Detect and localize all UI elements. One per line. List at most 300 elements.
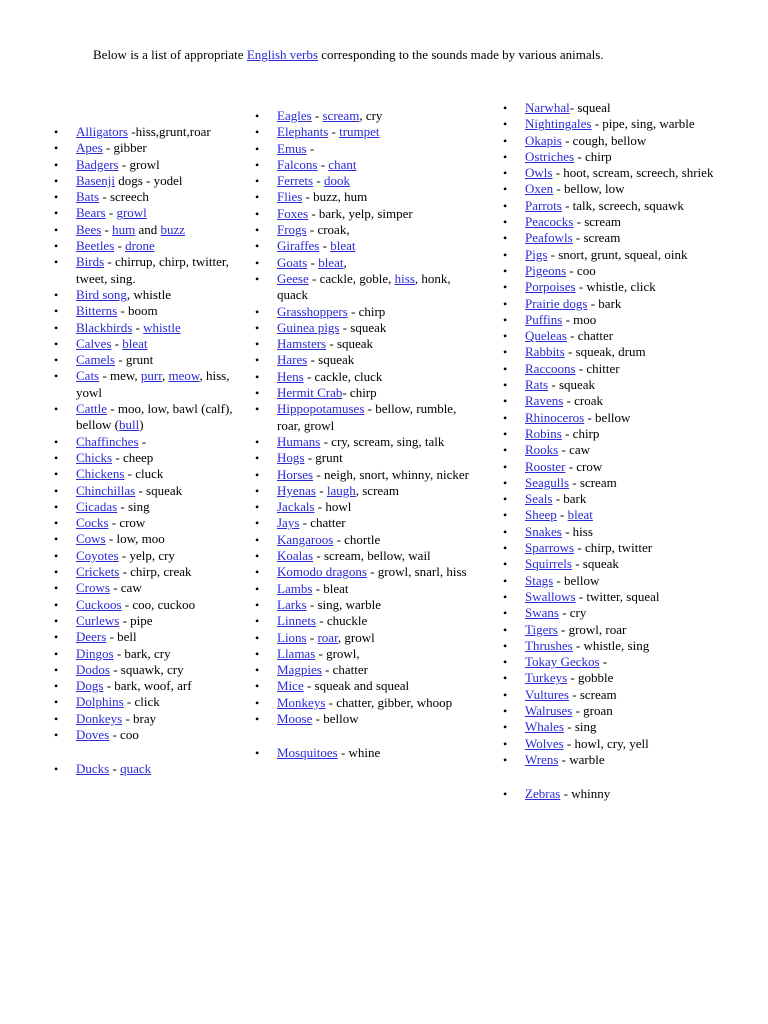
list-item bbox=[54, 205, 244, 221]
list-item bbox=[255, 336, 477, 352]
verb-link[interactable]: bleat bbox=[330, 238, 356, 254]
list-item bbox=[503, 670, 748, 686]
list-item bbox=[54, 434, 244, 450]
sound-text: - cough, bellow bbox=[561, 132, 647, 148]
animal-link[interactable]: Emus bbox=[277, 140, 307, 156]
verb-link[interactable]: drone bbox=[125, 238, 155, 254]
list-item bbox=[255, 745, 477, 761]
animal-link[interactable]: Raccoons bbox=[525, 360, 576, 376]
sound-text: - coo bbox=[566, 262, 596, 278]
animal-link[interactable]: Cattle bbox=[76, 401, 108, 417]
list-item bbox=[255, 401, 477, 434]
animal-link[interactable]: Mice bbox=[277, 678, 304, 694]
animal-link[interactable]: Cows bbox=[76, 531, 106, 547]
animal-link[interactable]: Grasshoppers bbox=[277, 303, 348, 319]
animal-link[interactable]: Crows bbox=[76, 580, 110, 596]
animal-link[interactable]: Hares bbox=[277, 352, 308, 368]
animal-link[interactable]: Doves bbox=[76, 726, 110, 742]
animal-link[interactable]: Tokay Geckos bbox=[525, 654, 600, 670]
sound-text: - bbox=[101, 221, 113, 237]
list-item bbox=[503, 459, 748, 475]
sound-text: - chuckle bbox=[316, 613, 368, 629]
animal-link[interactable]: Tigers bbox=[525, 621, 558, 637]
animal-link[interactable]: Prairie dogs bbox=[525, 295, 588, 311]
animal-link[interactable]: Sparrows bbox=[525, 540, 575, 556]
list-item bbox=[503, 393, 748, 409]
list-item bbox=[54, 629, 244, 645]
sound-text: - squeak bbox=[326, 336, 374, 352]
animal-link[interactable]: Calves bbox=[76, 335, 112, 351]
list-item bbox=[255, 141, 477, 157]
animal-link[interactable]: Whales bbox=[525, 719, 564, 735]
animal-link[interactable]: Frogs bbox=[277, 222, 307, 238]
animal-link[interactable]: Snakes bbox=[525, 523, 562, 539]
sound-text: - bark, cry bbox=[113, 645, 171, 661]
list-item bbox=[54, 320, 244, 336]
sound-text: - chirp bbox=[342, 385, 377, 401]
list-item bbox=[255, 304, 477, 320]
list-item bbox=[54, 368, 244, 401]
animal-link[interactable]: Dodos bbox=[76, 661, 110, 677]
animal-link[interactable]: Owls bbox=[525, 165, 553, 181]
list-item bbox=[255, 369, 477, 385]
animal-link[interactable]: Seagulls bbox=[525, 474, 570, 490]
animal-list-column-1 bbox=[54, 124, 244, 778]
sound-text: - bbox=[132, 319, 144, 335]
animal-link[interactable]: Chaffinches bbox=[76, 433, 139, 449]
animal-link[interactable]: Narwhal bbox=[525, 100, 570, 115]
animal-link[interactable]: Bears bbox=[76, 205, 106, 221]
verb-link[interactable]: hum bbox=[112, 221, 136, 237]
verb-link[interactable]: quack bbox=[120, 761, 152, 777]
sound-text: - scream bbox=[569, 686, 617, 702]
verb-link[interactable]: chant bbox=[328, 156, 357, 172]
animal-link[interactable]: Koalas bbox=[277, 548, 314, 564]
list-item bbox=[503, 133, 748, 149]
sound-text: - scream bbox=[569, 474, 617, 490]
list-item bbox=[255, 467, 477, 483]
animal-link[interactable]: Chicks bbox=[76, 449, 113, 465]
animal-link[interactable]: Humans bbox=[277, 433, 321, 449]
animal-link[interactable]: Flies bbox=[277, 189, 303, 205]
sound-text: - bbox=[328, 124, 340, 140]
animal-link[interactable]: Mosquitoes bbox=[277, 745, 338, 761]
sound-text: - bbox=[138, 433, 147, 449]
list-item bbox=[54, 580, 244, 596]
animal-link[interactable]: Bats bbox=[76, 189, 100, 205]
sound-text: - whistle, click bbox=[575, 279, 656, 295]
animal-link[interactable]: Hermit Crab bbox=[277, 385, 343, 401]
verb-link[interactable]: bull bbox=[118, 417, 140, 433]
animal-link[interactable]: Badgers bbox=[76, 156, 119, 172]
sound-text: - hiss bbox=[561, 523, 593, 539]
list-item bbox=[503, 312, 748, 328]
sound-text: - snort, grunt, squeal, oink bbox=[547, 246, 688, 262]
animal-link[interactable]: Swallows bbox=[525, 588, 576, 604]
sound-text: - chatter bbox=[566, 328, 614, 344]
sound-text: - grunt bbox=[115, 352, 154, 368]
list-item bbox=[54, 157, 244, 173]
sound-text: - bbox=[311, 108, 323, 123]
animal-link[interactable]: Ravens bbox=[525, 393, 564, 409]
animal-link[interactable]: Ostriches bbox=[525, 148, 575, 164]
sound-text: - bark, yelp, simper bbox=[308, 205, 413, 221]
list-item bbox=[503, 377, 748, 393]
animal-link[interactable]: Rooks bbox=[525, 442, 559, 458]
animal-link[interactable]: Jackals bbox=[277, 499, 315, 515]
animal-link[interactable]: Hyenas bbox=[277, 482, 316, 498]
sound-text: dogs - yodel bbox=[115, 172, 183, 188]
list-item bbox=[54, 515, 244, 531]
list-item bbox=[54, 727, 244, 743]
animal-link[interactable]: Sheep bbox=[525, 507, 557, 523]
animal-link[interactable]: Vultures bbox=[525, 686, 569, 702]
animal-link[interactable]: Rabbits bbox=[525, 344, 565, 360]
verb-link[interactable]: buzz bbox=[160, 221, 186, 237]
list-item bbox=[503, 507, 748, 523]
animal-link[interactable]: Donkeys bbox=[76, 710, 123, 726]
animal-link[interactable]: Stags bbox=[525, 572, 554, 588]
list-item bbox=[54, 238, 244, 254]
sound-text: - caw bbox=[109, 580, 142, 596]
sound-text: - sing, warble bbox=[306, 596, 381, 612]
intro-text-after: corresponding to the sounds made by various animals. bbox=[317, 47, 604, 62]
animal-link[interactable]: Chinchillas bbox=[76, 482, 136, 498]
sound-text: - bbox=[556, 507, 568, 523]
animal-link[interactable]: Linnets bbox=[277, 613, 316, 629]
verb-link[interactable]: scream bbox=[322, 108, 360, 123]
sound-text: - bbox=[306, 140, 315, 156]
intro-text-before: Below is a list of appropriate bbox=[93, 47, 247, 62]
sound-text: - chirrup, chirp, twitter, tweet, sing. bbox=[76, 254, 229, 286]
sound-text: - bbox=[316, 482, 327, 498]
animal-link[interactable]: Hamsters bbox=[277, 336, 327, 352]
list-item bbox=[54, 711, 244, 727]
animal-link[interactable]: Horses bbox=[277, 466, 314, 482]
animal-link[interactable]: Turkeys bbox=[525, 670, 568, 686]
sound-text: - chirp, creak bbox=[119, 564, 192, 580]
animal-link[interactable]: Wrens bbox=[525, 751, 559, 767]
sound-text: - bbox=[306, 629, 318, 645]
animal-link[interactable]: Peacocks bbox=[525, 214, 574, 230]
verb-link[interactable]: bleat bbox=[567, 507, 593, 523]
sound-text: - chirp bbox=[561, 425, 600, 441]
verb-link[interactable]: purr bbox=[140, 368, 163, 384]
list-item bbox=[503, 524, 748, 540]
sound-text: - pipe bbox=[119, 612, 153, 628]
sound-text: - pipe, sing, warble bbox=[591, 116, 695, 132]
sound-text: , cry bbox=[359, 108, 383, 123]
sound-text: - screech bbox=[99, 189, 149, 205]
animal-link[interactable]: Hens bbox=[277, 368, 304, 384]
animal-link[interactable]: Birds bbox=[76, 254, 105, 270]
animal-link[interactable]: Walruses bbox=[525, 702, 573, 718]
verb-link[interactable]: whistle bbox=[143, 319, 181, 335]
verb-link[interactable]: roar bbox=[317, 629, 338, 645]
sound-text: - crow bbox=[108, 515, 146, 531]
verb-link[interactable]: bleat bbox=[122, 335, 148, 351]
list-item bbox=[503, 719, 748, 735]
list-item bbox=[255, 695, 477, 711]
list-item bbox=[503, 752, 748, 768]
list-item bbox=[54, 254, 244, 287]
sound-text: - bbox=[599, 654, 608, 670]
verb-link[interactable]: dook bbox=[323, 173, 350, 189]
sound-text: - chirp bbox=[347, 303, 386, 319]
list-item bbox=[255, 255, 477, 271]
list-item bbox=[255, 646, 477, 662]
animal-link[interactable]: Guinea pigs bbox=[277, 319, 340, 335]
sound-text: - whine bbox=[337, 745, 381, 761]
sound-text: - howl bbox=[314, 499, 352, 515]
animal-link[interactable]: Bitterns bbox=[76, 303, 118, 319]
animal-link[interactable]: Cuckoos bbox=[76, 596, 122, 612]
sound-text: - neigh, snort, whinny, nicker bbox=[313, 466, 469, 482]
sound-text: - click bbox=[123, 694, 160, 710]
animal-link[interactable]: Lions bbox=[277, 629, 307, 645]
list-item bbox=[255, 548, 477, 564]
sound-text: - bbox=[114, 238, 126, 254]
sound-text: - moo, low, bawl (calf), bellow ( bbox=[76, 401, 233, 433]
list-item bbox=[503, 198, 748, 214]
list-item bbox=[54, 352, 244, 368]
list-item bbox=[255, 157, 477, 173]
verb-link[interactable]: growl bbox=[116, 205, 147, 221]
sound-text: - squeak bbox=[135, 482, 183, 498]
sound-text: - cheep bbox=[112, 449, 154, 465]
sound-text: - chitter bbox=[575, 360, 620, 376]
list-item bbox=[503, 410, 748, 426]
animal-link[interactable]: Pigeons bbox=[525, 262, 567, 278]
animal-link[interactable]: Komodo dragons bbox=[277, 564, 367, 580]
list-item bbox=[503, 622, 748, 638]
list-item bbox=[503, 540, 748, 556]
animal-link[interactable]: Curlews bbox=[76, 612, 120, 628]
sound-text: - gobble bbox=[567, 670, 614, 686]
verb-link[interactable]: laugh bbox=[326, 482, 356, 498]
verb-link[interactable]: bleat bbox=[318, 254, 344, 270]
animal-link[interactable]: Monkeys bbox=[277, 694, 326, 710]
list-item bbox=[503, 116, 748, 132]
intro-paragraph bbox=[93, 46, 653, 64]
animal-link[interactable]: Elephants bbox=[277, 124, 329, 140]
animal-link[interactable]: Basenji bbox=[76, 172, 115, 188]
animal-link[interactable]: Zebras bbox=[525, 786, 561, 802]
sound-text: - grunt bbox=[304, 450, 343, 466]
list-item bbox=[54, 613, 244, 629]
list-item bbox=[54, 222, 244, 238]
animal-link[interactable]: Bees bbox=[76, 221, 102, 237]
list-item bbox=[255, 352, 477, 368]
animal-link[interactable]: Ferrets bbox=[277, 173, 314, 189]
sound-text: - coo, cuckoo bbox=[121, 596, 196, 612]
animal-link[interactable]: Beetles bbox=[76, 238, 115, 254]
animal-link[interactable]: Peafowls bbox=[525, 230, 573, 246]
sound-text: - cackle, goble, bbox=[308, 270, 395, 286]
animal-link[interactable]: Magpies bbox=[277, 662, 322, 678]
animal-link[interactable]: Queleas bbox=[525, 328, 567, 344]
sound-text: - coo bbox=[109, 726, 139, 742]
list-item bbox=[255, 483, 477, 499]
list-item bbox=[503, 638, 748, 654]
sound-text: - bbox=[109, 761, 121, 777]
sound-text: - chatter, gibber, whoop bbox=[325, 694, 453, 710]
sound-text: - growl, snarl, hiss bbox=[366, 564, 467, 580]
list-item bbox=[503, 786, 748, 802]
animal-link[interactable]: Goats bbox=[277, 254, 308, 270]
animal-link[interactable]: Parrots bbox=[525, 197, 562, 213]
animal-link[interactable]: Puffins bbox=[525, 311, 563, 327]
animal-link[interactable]: Foxes bbox=[277, 205, 309, 221]
animal-link[interactable]: Apes bbox=[76, 140, 103, 156]
sound-text: - talk, screech, squawk bbox=[561, 197, 684, 213]
list-item bbox=[54, 124, 244, 140]
english-verbs-link[interactable]: English verbs bbox=[246, 47, 318, 62]
animal-link[interactable]: Camels bbox=[76, 352, 115, 368]
animal-link[interactable]: Rats bbox=[525, 377, 549, 393]
verb-link[interactable]: meow bbox=[168, 368, 200, 384]
list-item bbox=[54, 678, 244, 694]
animal-link[interactable]: Kangaroos bbox=[277, 531, 334, 547]
animal-link[interactable]: Coyotes bbox=[76, 547, 119, 563]
sound-text: - squeak bbox=[307, 352, 355, 368]
list-item bbox=[503, 442, 748, 458]
list-item bbox=[503, 263, 748, 279]
sound-text: - cackle, cluck bbox=[303, 368, 383, 384]
list-item bbox=[54, 499, 244, 515]
animal-link[interactable]: Swans bbox=[525, 605, 559, 621]
animal-link[interactable]: Moose bbox=[277, 710, 313, 726]
sound-text: - chatter bbox=[321, 662, 368, 678]
sound-text: - low, moo bbox=[105, 531, 165, 547]
animal-link[interactable]: Giraffes bbox=[277, 238, 320, 254]
list-item bbox=[255, 597, 477, 613]
sound-text: - bark bbox=[552, 491, 587, 507]
list-item bbox=[503, 344, 748, 360]
list-item bbox=[503, 605, 748, 621]
list-item bbox=[503, 491, 748, 507]
animal-link[interactable]: Hippopotamuses bbox=[277, 401, 365, 417]
animal-link[interactable]: Alligators bbox=[76, 124, 128, 139]
sound-text: - squeak bbox=[339, 319, 387, 335]
sound-text: - bbox=[307, 254, 319, 270]
sound-text: - moo bbox=[562, 311, 597, 327]
list-item bbox=[255, 320, 477, 336]
list-item bbox=[503, 687, 748, 703]
verb-link[interactable]: trumpet bbox=[339, 124, 380, 140]
animal-link[interactable]: Jays bbox=[277, 515, 300, 531]
list-item bbox=[255, 515, 477, 531]
list-item bbox=[54, 694, 244, 710]
sound-text: , whistle bbox=[126, 286, 171, 302]
list-item bbox=[255, 678, 477, 694]
sound-text: - chirp bbox=[574, 148, 612, 164]
animal-link[interactable]: Oxen bbox=[525, 181, 554, 197]
sound-text: - caw bbox=[558, 442, 590, 458]
sound-text: - bbox=[111, 335, 123, 351]
list-item bbox=[54, 401, 244, 434]
sound-text: - squeak bbox=[548, 377, 596, 393]
sound-text: - growl bbox=[118, 156, 160, 172]
list-item bbox=[255, 222, 477, 238]
animal-link[interactable]: Dolphins bbox=[76, 694, 124, 710]
list-item bbox=[255, 564, 477, 580]
animal-link[interactable]: Wolves bbox=[525, 735, 564, 751]
sound-text: - chortle bbox=[333, 531, 381, 547]
animal-link[interactable]: Okapis bbox=[525, 132, 562, 148]
sound-text: - bbox=[105, 205, 117, 221]
sound-text: - crow bbox=[565, 458, 603, 474]
animal-link[interactable]: Blackbirds bbox=[76, 319, 133, 335]
animal-link[interactable]: Eagles bbox=[277, 108, 312, 123]
sound-text: - bellow bbox=[553, 572, 600, 588]
animal-link[interactable]: Lambs bbox=[277, 580, 313, 596]
animal-link[interactable]: Rooster bbox=[525, 458, 566, 474]
animal-link[interactable]: Rhinoceros bbox=[525, 409, 585, 425]
sound-text: - croak bbox=[563, 393, 603, 409]
list-item bbox=[503, 247, 748, 263]
sound-text: - croak, bbox=[306, 222, 350, 238]
sound-text: - bellow bbox=[584, 409, 631, 425]
sound-text: - scream bbox=[573, 214, 622, 230]
sound-text: - yelp, cry bbox=[118, 547, 175, 563]
verb-link[interactable]: hiss bbox=[394, 270, 415, 286]
animal-link[interactable]: Cocks bbox=[76, 515, 109, 531]
sound-text: - hoot, scream, screech, shriek bbox=[552, 165, 714, 181]
animal-link[interactable]: Thrushes bbox=[525, 637, 573, 653]
sound-text: - growl, bbox=[315, 645, 360, 661]
sound-text: - howl, cry, yell bbox=[563, 735, 649, 751]
animal-link[interactable]: Dingos bbox=[76, 645, 114, 661]
list-item bbox=[255, 385, 477, 401]
animal-link[interactable]: Cats bbox=[76, 368, 100, 384]
animal-link[interactable]: Chickens bbox=[76, 466, 125, 482]
animal-link[interactable]: Deers bbox=[76, 629, 107, 645]
animal-link[interactable]: Robins bbox=[525, 425, 562, 441]
animal-link[interactable]: Ducks bbox=[76, 761, 110, 777]
animal-link[interactable]: Nightingales bbox=[525, 116, 592, 132]
list-item bbox=[503, 556, 748, 572]
animal-link[interactable]: Dogs bbox=[76, 678, 104, 694]
sound-text: - buzz, hum bbox=[302, 189, 368, 205]
animal-link[interactable]: Hogs bbox=[277, 450, 305, 466]
animal-link[interactable]: Crickets bbox=[76, 564, 120, 580]
list-item bbox=[503, 328, 748, 344]
list-item bbox=[255, 238, 477, 254]
sound-text: - bbox=[317, 156, 329, 172]
animal-link[interactable]: Cicadas bbox=[76, 498, 118, 514]
animal-link[interactable]: Porpoises bbox=[525, 279, 576, 295]
animal-link[interactable]: Squirrels bbox=[525, 556, 572, 572]
list-item bbox=[503, 181, 748, 197]
animal-link[interactable]: Seals bbox=[525, 491, 553, 507]
list-item bbox=[54, 646, 244, 662]
animal-link[interactable]: Falcons bbox=[277, 156, 318, 172]
list-item bbox=[503, 149, 748, 165]
sound-text: , bbox=[343, 254, 347, 270]
list-item bbox=[255, 662, 477, 678]
sound-text: and bbox=[135, 221, 161, 237]
animal-link[interactable]: Pigs bbox=[525, 246, 548, 262]
list-item bbox=[255, 271, 477, 304]
animal-link[interactable]: Larks bbox=[277, 596, 307, 612]
animal-link[interactable]: Bird song bbox=[76, 286, 127, 302]
sound-text: - scream, bellow, wail bbox=[313, 548, 431, 564]
animal-link[interactable]: Llamas bbox=[277, 645, 316, 661]
animal-list-column-3 bbox=[503, 100, 748, 802]
animal-link[interactable]: Geese bbox=[277, 270, 309, 286]
sound-text: ) bbox=[139, 417, 144, 433]
